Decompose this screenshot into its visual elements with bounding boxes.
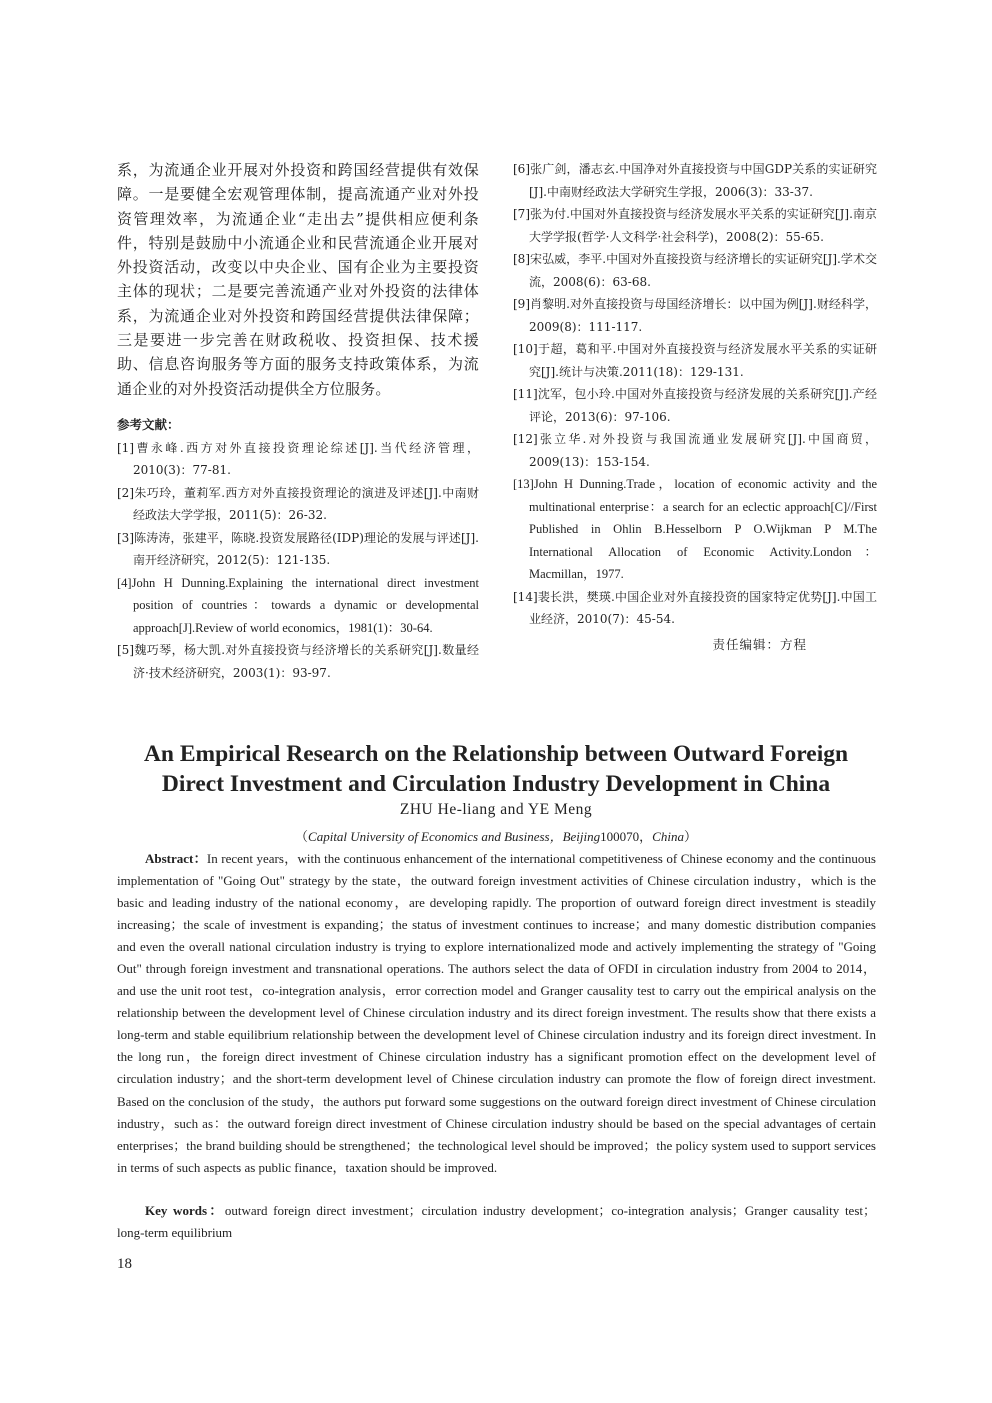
page-number: 18 xyxy=(117,1256,132,1272)
reference-item: [9]肖黎明.对外直接投资与母国经济增长：以中国为例[J].财经科学，2009(8)：111-117. xyxy=(513,297,877,334)
references-title: 参考文献： xyxy=(117,416,180,432)
english-title-line2: Direct Investment and Circulation Industry Development in China xyxy=(161,771,831,797)
affiliation-open: （ xyxy=(295,829,309,844)
reference-item: [13]John H Dunning.Trade，location of economic activity and the multinational enterprise：a search for an eclectic approach[C]//First Published in Ohlin B.Hesselborn P O.Wijkman P M.The International Allocation of Economic Activity.London：Macmillan，1977. xyxy=(513,477,877,581)
reference-item: [7]张为付.中国对外直接投资与经济发展水平关系的实证研究[J].南京大学学报(哲学·人文科学·社会科学)，2008(2)：55-65. xyxy=(513,207,877,244)
reference-item: [6]张广剑，潘志玄.中国净对外直接投资与中国GDP关系的实证研究[J].中南财经政法大学研究生学报，2006(3)：33-37. xyxy=(513,162,877,199)
right-column xyxy=(513,158,877,653)
authors: ZHU He-liang and YE Meng xyxy=(399,801,593,818)
references-list-right xyxy=(513,158,877,631)
reference-item: [3]陈涛涛，张建平，陈晓.投资发展路径(IDP)理论的发展与评述[J].南开经济研究，2012(5)：121-135. xyxy=(117,530,479,568)
english-title xyxy=(90,739,902,799)
affiliation-country: China xyxy=(652,829,684,844)
reference-item: [12]张立华.对外投资与我国流通业发展研究[J].中国商贸，2009(13)：153-154. xyxy=(513,432,877,469)
affiliation-postcode: 100070， xyxy=(600,829,653,844)
reference-item: [5]魏巧琴，杨大凯.对外直接投资与经济增长的关系研究[J].数量经济·技术经济研究，2003(1)：93-97. xyxy=(117,643,479,680)
reference-item: [10]于超，葛和平.中国对外直接投资与经济发展水平关系的实证研究[J].统计与决策.2011(18)：129-131. xyxy=(513,342,877,379)
reference-item: [4]John H Dunning.Explaining the international direct investment position of countries：towards a dynamic or developmental approach[J].Review of world economics，1981(1)：30-64. xyxy=(117,575,479,635)
references-list-left xyxy=(117,437,479,685)
left-column xyxy=(117,158,479,684)
affiliation-close: ） xyxy=(683,829,697,844)
english-title-line1: An Empirical Research on the Relationship between Outward Foreign xyxy=(143,741,849,767)
keywords xyxy=(117,1200,876,1244)
reference-item: [2]朱巧玲，董莉军.西方对外直接投资理论的演进及评述[J].中南财经政法大学学报，2011(5)：26-32. xyxy=(117,485,479,523)
abstract-text: In recent years，with the continuous enhancement of the international competitiveness of Chinese economy and the continuous implementation of "Going Out" strategy by the state，the outward foreign investment activities of Chinese circulation industry，which is the basic and leading industry of the national economy，are developing rapidly. The proportion of outward foreign direct investment is steadily increasing；the scale of investment is expanding；the status of investment continues to increase；and many domestic distribution companies and even the overall national circulation industry is trying to explore internationalized mode and actively implementing the strategy of "Going Out" through foreign investment and transnational operations. The authors select the data of OFDI in circulation industry from 2004 to 2014，and use the unit root test，co-integration analysis，error correction model and Granger causality test to carry out the empirical analysis on the relationship between the development level of Chinese circulation industry and its direct foreign investment. The results show that there exists a long-term and stable equilibrium relationship between the development level of Chinese circulation industry and its foreign direct investment. In the long run，the foreign direct investment of Chinese circulation industry has a significant promotion effect on the development level of circulation industry；and the short-term development level of Chinese circulation industry can promote the flow of foreign direct investment. Based on the conclusion of the study，the authors put forward some suggestions on the outward foreign direct investment of Chinese circulation industry，such as：the outward foreign direct investment of Chinese circulation industry should be based on the special advantages of certain enterprises；the brand building should be strengthened；the technological level should be improved；the policy system used to support services in terms of such aspects as public finance，taxation should be improved. xyxy=(117,851,877,1175)
abstract-label: Abstract： xyxy=(145,851,207,866)
reference-item: [14]裴长洪，樊瑛.中国企业对外直接投资的国家特定优势[J].中国工业经济，2010(7)：45-54. xyxy=(513,589,877,626)
affiliation-institution: Capital University of Economics and Business，Beijing xyxy=(308,829,601,844)
keywords-label: Key words： xyxy=(145,1203,225,1218)
responsible-editor: 责任编辑：方程 xyxy=(712,636,807,652)
keywords-text: outward foreign direct investment；circulation industry development；co-integration analysis；Granger causality test；long-term equilibrium xyxy=(117,1203,876,1240)
reference-item: [11]沈军，包小玲.中国对外直接投资与经济发展的关系研究[J].产经评论，2013(6)：97-106. xyxy=(513,387,877,424)
reference-item: [8]宋弘威，李平.中国对外直接投资与经济增长的实证研究[J].学术交流，2008(6)：63-68. xyxy=(513,252,877,289)
conclusion-paragraph: 系，为流通企业开展对外投资和跨国经营提供有效保障。一是要健全宏观管理体制，提高流通产业对外投资管理效率，为流通企业“走出去”提供相应便利条件，特别是鼓励中小流通企业和民营流通企业开展对外投资活动，改变以中央企业、国有企业为主要投资主体的现状；二是要完善流通产业对外投资的法律体系，为流通企业对外投资和跨国经营提供法律保障；三是要进一步完善在财政税收、投资担保、技术援助、信息咨询服务等方面的服务支持政策体系，为流通企业的对外投资活动提供全方位服务。 xyxy=(117,161,479,398)
abstract xyxy=(117,848,876,1179)
affiliation xyxy=(90,826,902,845)
reference-item: [1]曹永峰.西方对外直接投资理论综述[J].当代经济管理，2010(3)：77-81. xyxy=(117,440,479,478)
